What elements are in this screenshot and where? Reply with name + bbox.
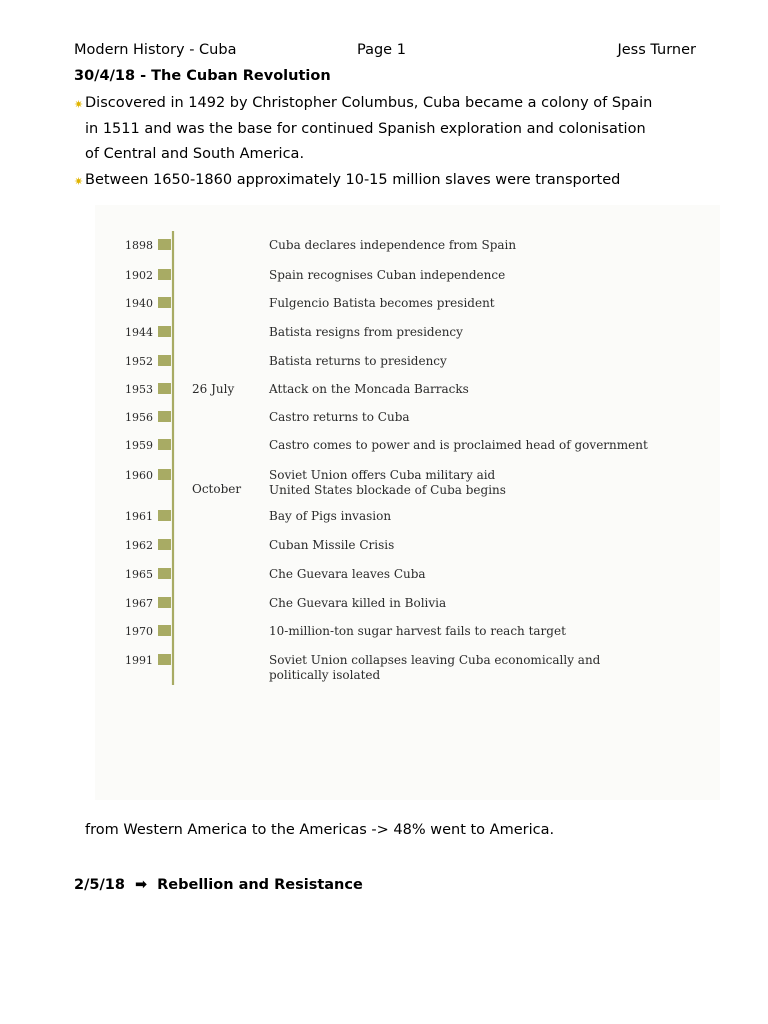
bullet-line: of Central and South America.	[85, 146, 305, 163]
section-heading-cuban-revolution: 30/4/18 - The Cuban Revolution	[74, 68, 331, 84]
timeline-event: Fulgencio Batista becomes president	[269, 296, 495, 310]
bullet-line: Discovered in 1492 by Christopher Columbus, Cuba became a colony of Spain	[85, 95, 653, 111]
header-course-title: Modern History - Cuba	[74, 42, 237, 58]
timeline-year: 1940	[125, 297, 153, 310]
timeline-image	[95, 205, 720, 800]
header-author-name: Jess Turner	[617, 42, 696, 58]
timeline-event: Batista returns to presidency	[269, 354, 447, 368]
timeline-year: 1970	[125, 625, 153, 638]
page-header	[74, 42, 696, 62]
timeline-event: Cuba declares independence from Spain	[269, 238, 517, 252]
section-heading-rebellion	[74, 877, 363, 893]
timeline-marker	[158, 239, 171, 250]
sparkle-bullet-icon: ✷	[74, 98, 84, 111]
timeline-year: 1967	[125, 597, 153, 610]
timeline-marker	[158, 383, 171, 394]
timeline-marker	[158, 411, 171, 422]
timeline-marker	[158, 439, 171, 450]
timeline-year: 1961	[125, 510, 153, 523]
timeline-year: 1959	[125, 439, 153, 452]
timeline-marker	[158, 568, 171, 579]
bullet-line: in 1511 and was the base for continued Spanish exploration and colonisation	[85, 120, 646, 137]
timeline-year: 1991	[125, 654, 153, 667]
timeline-year: 1956	[125, 411, 153, 424]
bullet-paragraph-slavery	[74, 168, 704, 194]
timeline-marker	[158, 654, 171, 665]
timeline-marker	[158, 625, 171, 636]
timeline-year: 1965	[125, 568, 153, 581]
timeline-event: politically isolated	[269, 668, 381, 682]
timeline-marker	[158, 469, 171, 480]
timeline-event: Che Guevara leaves Cuba	[269, 567, 426, 581]
timeline-year: 1960	[125, 469, 153, 482]
timeline-event: 10-million-ton sugar harvest fails to reach target	[269, 624, 566, 638]
timeline-year: 1902	[125, 269, 153, 282]
timeline-event: Soviet Union collapses leaving Cuba economically and	[269, 653, 601, 667]
timeline-year: 1962	[125, 539, 153, 552]
timeline-year: 1952	[125, 355, 153, 368]
timeline-marker	[158, 297, 171, 308]
timeline-event: Castro comes to power and is proclaimed head of government	[269, 438, 648, 452]
timeline-marker	[158, 597, 171, 608]
timeline-diagram	[95, 205, 720, 800]
bullet-continuation-line: from Western America to the Americas -> 48% went to America.	[85, 822, 555, 838]
timeline-event: Che Guevara killed in Bolivia	[269, 596, 447, 610]
timeline-month: October	[192, 482, 242, 496]
bullet-line: Between 1650-1860 approximately 10-15 million slaves were transported	[85, 172, 621, 188]
timeline-marker	[158, 539, 171, 550]
sparkle-bullet-icon: ✷	[74, 175, 84, 188]
timeline-event: United States blockade of Cuba begins	[269, 483, 506, 497]
timeline-marker	[158, 510, 171, 521]
timeline-year: 1953	[125, 383, 153, 396]
timeline-event: Bay of Pigs invasion	[269, 509, 392, 523]
timeline-year: 1944	[125, 326, 153, 339]
timeline-event: Cuban Missile Crisis	[269, 538, 395, 552]
timeline-event: Attack on the Moncada Barracks	[269, 382, 469, 396]
section-date: 2/5/18	[74, 877, 125, 893]
timeline-month: 26 July	[192, 382, 235, 396]
timeline-year: 1898	[125, 239, 153, 252]
timeline-event: Soviet Union offers Cuba military aid	[269, 468, 496, 482]
section-title: Rebellion and Resistance	[157, 877, 363, 893]
timeline-event: Batista resigns from presidency	[269, 325, 463, 339]
timeline-marker	[158, 326, 171, 337]
timeline-marker	[158, 355, 171, 366]
timeline-event: Spain recognises Cuban independence	[269, 268, 506, 282]
timeline-event: Castro returns to Cuba	[269, 410, 410, 424]
right-arrow-icon: ➡	[134, 877, 148, 893]
bullet-paragraph-discovery	[74, 91, 704, 168]
header-page-number: Page 1	[357, 42, 406, 58]
timeline-marker	[158, 269, 171, 280]
